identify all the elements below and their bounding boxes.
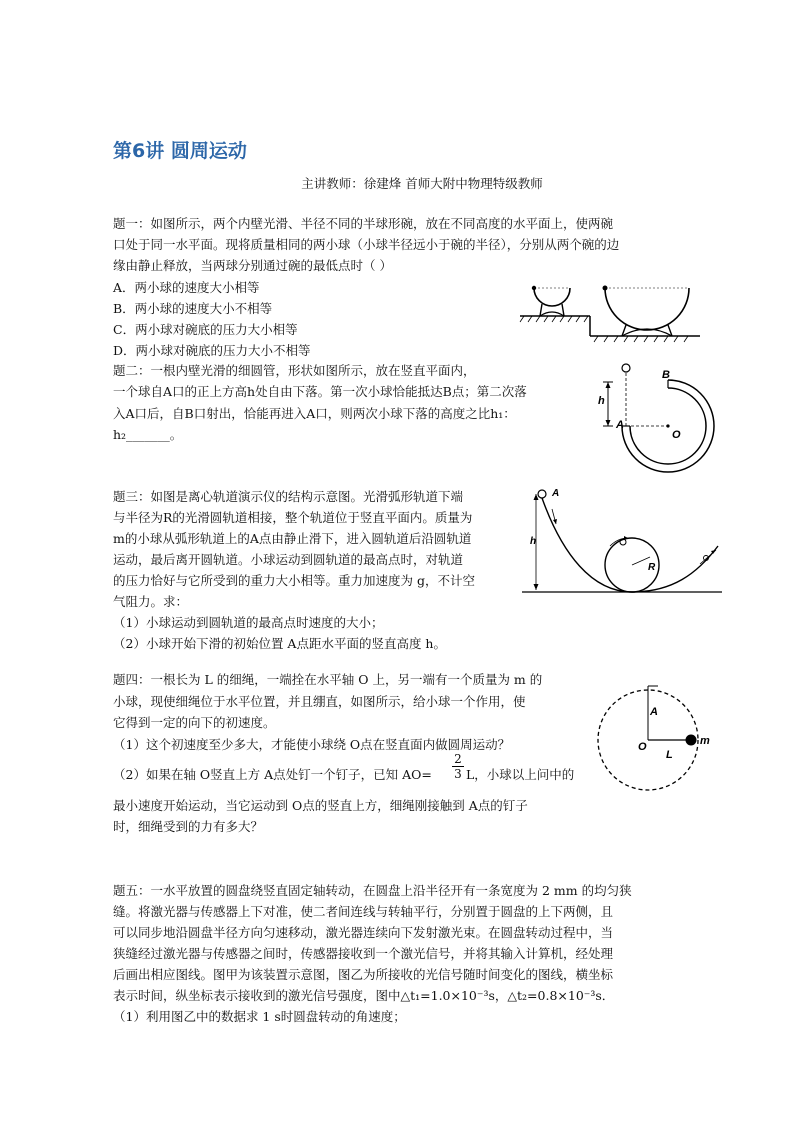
label-r: R: [648, 562, 656, 573]
q3-part-1: （1）小球运动到圆轨道的最高点时速度的大小；: [113, 615, 384, 630]
fraction-numerator: 2: [452, 752, 464, 767]
label-o: O: [638, 741, 647, 753]
q1-line: 缘由静止释放，当两球分别通过碗的最低点时（ ）: [113, 258, 392, 273]
q3-line: 的压力恰好与它所受到的重力大小相等。重力加速度为 g，不计空: [113, 573, 475, 588]
q3-line: m的小球从弧形轨道上的A点由静止滑下，进入圆轨道后沿圆轨道: [113, 531, 472, 546]
q1-option-a: A．两小球的速度大小相等: [113, 280, 260, 295]
label-h: h: [598, 395, 605, 407]
q5-line: 缝。将激光器与传感器上下对准，使二者间连线与转轴平行，分别置于圆盘的上下两侧，且: [113, 904, 614, 919]
q3-line: 题三：如图是离心轨道演示仪的结构示意图。光滑弧形轨道下端: [113, 489, 464, 504]
label-a: A: [552, 488, 560, 499]
q1-option-c: C．两小球对碗底的压力大小相等: [113, 322, 298, 337]
q4-part-1: （1）这个初速度至少多大，才能使小球绕 O点在竖直面内做圆周运动？: [113, 737, 511, 752]
q4-line: 小球，现使细绳位于水平位置，并且绷直，如图所示，给小球一个作用，使: [113, 694, 526, 709]
q1-option-b: B．两小球的速度大小不相等: [113, 301, 273, 316]
fraction: [452, 752, 464, 781]
q4-line: 最小速度开始运动，当它运动到 O点的竖直上方，细绳刚接触到 A点的钉子: [113, 798, 528, 813]
q2-answer-blank: h₂_______。: [113, 427, 183, 442]
q2-line: 一个球自A口的正上方高h处自由下落。第一次小球恰能抵达B点；第二次落: [113, 384, 527, 399]
q1-line: 口处于同一水平面。现将质量相同的两小球（小球半径远小于碗的半径），分别从两个碗的边: [113, 237, 620, 252]
label-a: A: [650, 706, 658, 718]
q4-part-2-start: （2）如果在轴 O竖直上方 A点处钉一个钉子，已知 AO=: [113, 767, 432, 782]
tube-figure: [600, 364, 710, 474]
q2-line: 入A口后，自B口射出，恰能再进入A口，则两次小球下落的高度之比h₁：: [113, 406, 516, 421]
label-h: h: [530, 536, 537, 547]
teacher-info: 主讲教师：徐建烽 首师大附中物理特级教师: [301, 176, 543, 191]
loop-track-figure: [522, 484, 722, 604]
q5-part-1: （1）利用图乙中的数据求 1 s时圆盘转动的角速度；: [113, 1009, 406, 1024]
label-m: m: [700, 735, 710, 747]
label-a: A: [616, 419, 624, 431]
q3-line: 运动，最后离开圆轨道。小球运动到圆轨道的最高点时，对轨道: [113, 552, 464, 567]
q5-line: 后画出相应图线。图甲为该装置示意图，图乙为所接收的光信号随时间变化的图线，横坐标: [113, 967, 614, 982]
q4-part-2-end: L，小球以上问中的: [466, 767, 575, 782]
label-l: L: [666, 749, 673, 761]
page-title: 第6讲 圆周运动: [113, 140, 247, 162]
q4-line: 时，细绳受到的力有多大？: [113, 819, 264, 834]
q5-line: 可以同步地沿圆盘半径方向匀速移动，激光器连续向下发射激光束。在圆盘转动过程中，当: [113, 925, 614, 940]
rope-circle-figure: [590, 670, 730, 810]
bowls-figure: [520, 278, 700, 358]
q1-line: 题一：如图所示，两个内壁光滑、半径不同的半球形碗，放在不同高度的水平面上，使两碗: [113, 216, 614, 231]
q4-line: 题四：一根长为 L 的细绳，一端拴在水平轴 O 上，另一端有一个质量为 m 的: [113, 672, 543, 687]
fraction-denominator: 3: [454, 767, 462, 781]
q1-option-d: D．两小球对碗底的压力大小不相等: [113, 343, 311, 358]
q3-line: 气阻力。求：: [113, 594, 189, 609]
q3-part-2: （2）小球开始下滑的初始位置 A点距水平面的竖直高度 h。: [113, 636, 446, 651]
q5-line: 题五：一水平放置的圆盘绕竖直固定轴转动，在圆盘上沿半径开有一条宽度为 2 mm 的均匀狭: [113, 883, 632, 898]
q4-line: 它得到一定的向下的初速度。: [113, 715, 276, 730]
q5-line: 表示时间，纵坐标表示接收到的激光信号强度，图中△t₁=1.0×10⁻³s，△t₂=0.8×10⁻³s．: [113, 988, 615, 1003]
label-o: O: [672, 429, 681, 441]
label-b: B: [662, 369, 670, 381]
q2-line: 题二：一根内壁光滑的细圆管，形状如图所示，放在竖直平面内，: [113, 363, 476, 378]
q5-line: 狭缝经过激光器与传感器之间时，传感器接收到一个激光信号，并将其输入计算机，经处理: [113, 946, 614, 961]
q3-line: 与半径为R的光滑圆轨道相接，整个轨道位于竖直平面内。质量为: [113, 510, 473, 525]
